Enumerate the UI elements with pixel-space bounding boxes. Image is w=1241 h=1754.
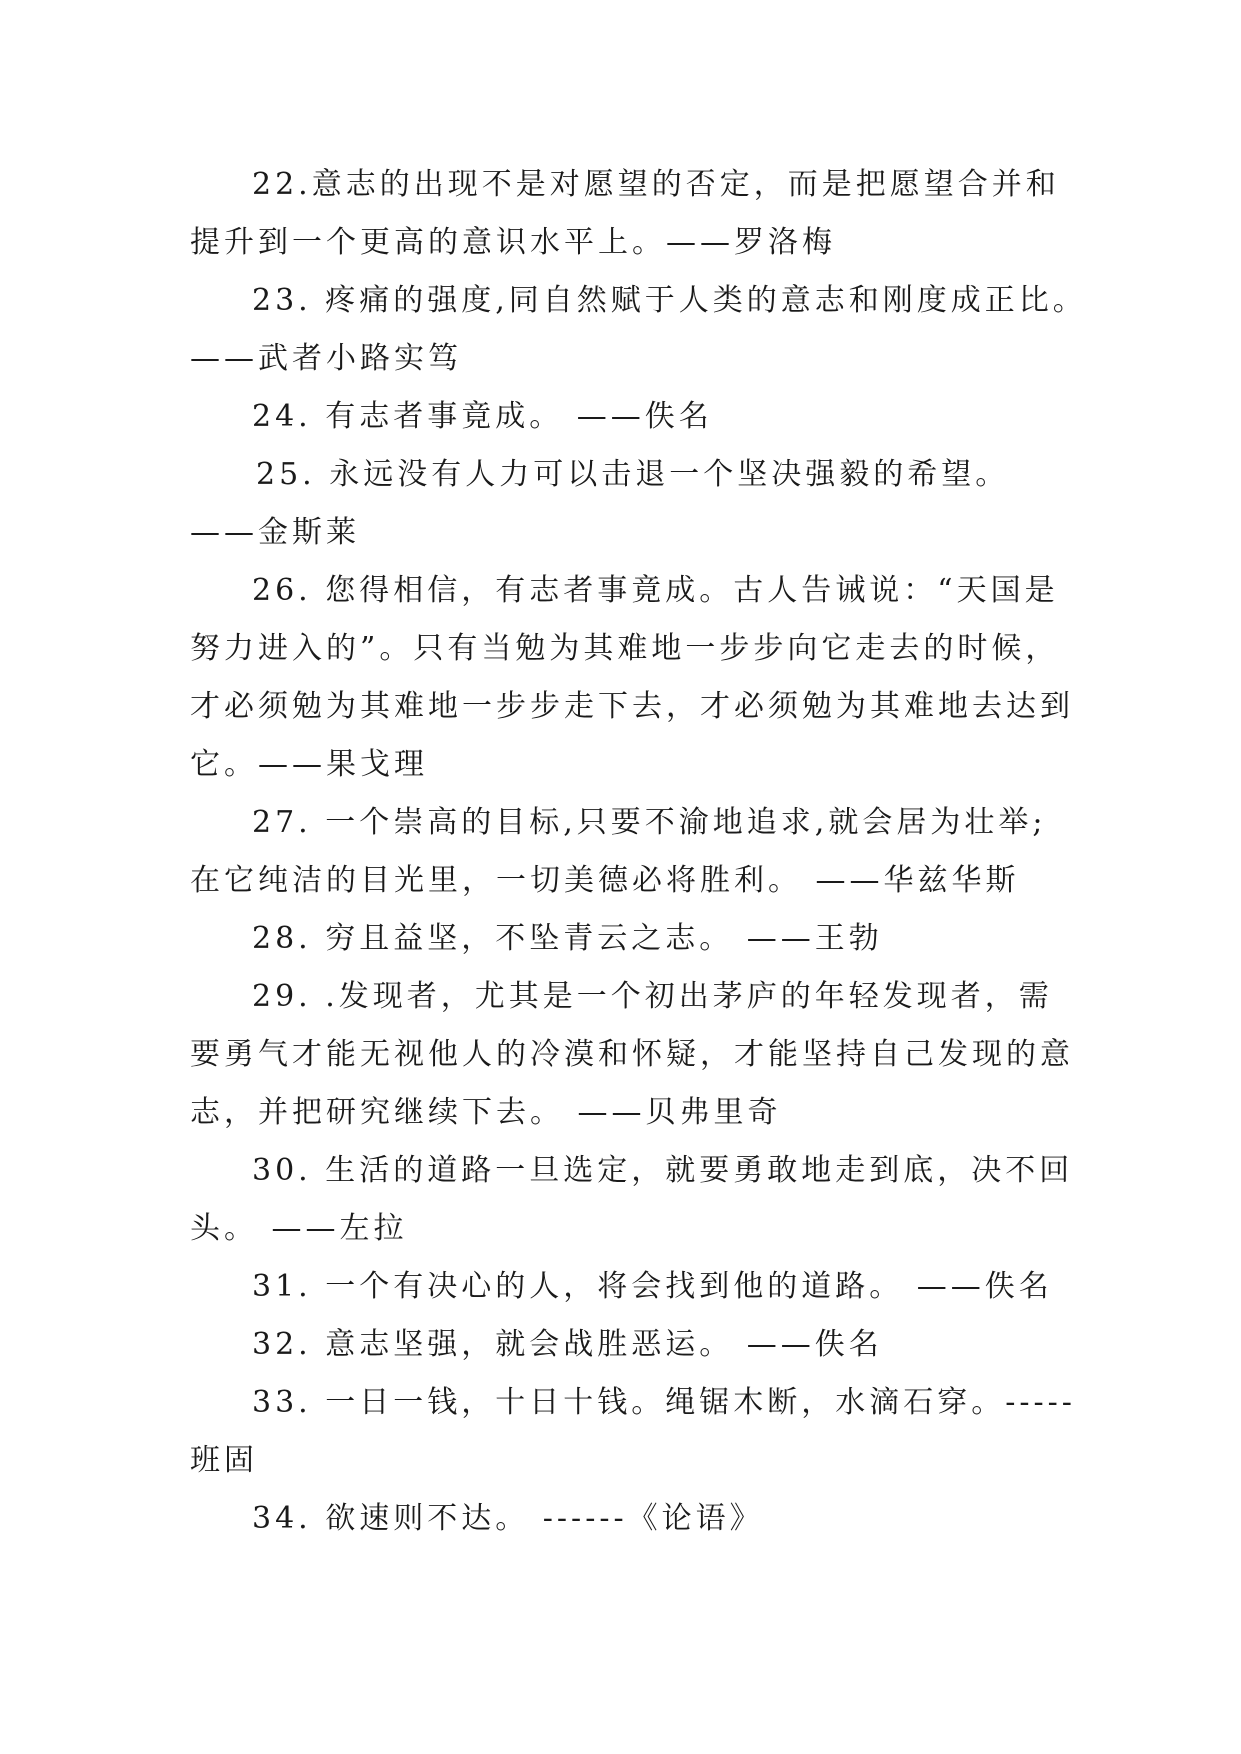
quote-33-line-1: 33. 一日一钱，十日十钱。绳锯木断，水滴石穿。----- <box>252 1385 1076 1420</box>
quote-26-line-2: 努力进入的”。只有当勉为其难地一步步向它走去的时候， <box>190 631 1060 666</box>
quote-25-line-1: 25. 永远没有人力可以击退一个坚决强毅的希望。 <box>256 457 1010 492</box>
quote-31-line-1: 31. 一个有决心的人，将会找到他的道路。 ——佚名 <box>252 1269 1053 1304</box>
quote-29-line-3: 志，并把研究继续下去。 ——贝弗里奇 <box>190 1095 782 1130</box>
quote-28-line-1: 28. 穷且益坚，不坠青云之志。 ——王勃 <box>252 921 883 956</box>
quote-30-line-1: 30. 生活的道路一旦选定，就要勇敢地走到底，决不回 <box>252 1153 1074 1188</box>
quote-25-line-2: ——金斯莱 <box>190 515 360 550</box>
quote-33-line-2: 班固 <box>190 1443 258 1478</box>
quote-27-line-2: 在它纯洁的目光里，一切美德必将胜利。 ——华兹华斯 <box>190 863 1020 898</box>
quote-22-line-2: 提升到一个更高的意识水平上。——罗洛梅 <box>190 225 836 260</box>
quote-27-line-1: 27. 一个崇高的目标,只要不渝地追求,就会居为壮举; <box>252 805 1047 840</box>
quote-29-line-1: 29. .发现者，尤其是一个初出茅庐的年轻发现者，需 <box>252 979 1053 1014</box>
quote-34-line-1: 34. 欲速则不达。 ------《论语》 <box>252 1501 764 1536</box>
quote-list <box>190 156 1087 1548</box>
quote-26-line-3: 才必须勉为其难地一步步走下去，才必须勉为其难地去达到 <box>190 689 1074 724</box>
quote-29-line-2: 要勇气才能无视他人的冷漠和怀疑，才能坚持自己发现的意 <box>190 1037 1074 1072</box>
quote-22-line-1: 22.意志的出现不是对愿望的否定，而是把愿望合并和 <box>252 167 1060 202</box>
quote-32-line-1: 32. 意志坚强，就会战胜恶运。 ——佚名 <box>252 1327 883 1362</box>
quote-23-line-1: 23. 疼痛的强度,同自然赋于人类的意志和刚度成正比。 <box>252 283 1087 318</box>
quote-26-line-4: 它。——果戈理 <box>190 747 428 782</box>
quote-30-line-2: 头。 ——左拉 <box>190 1211 408 1246</box>
quote-26-line-1: 26. 您得相信，有志者事竟成。古人告诫说：“天国是 <box>252 573 1059 608</box>
quote-24-line-1: 24. 有志者事竟成。 ——佚名 <box>252 399 713 434</box>
quote-23-line-2: ——武者小路实笃 <box>190 341 462 376</box>
